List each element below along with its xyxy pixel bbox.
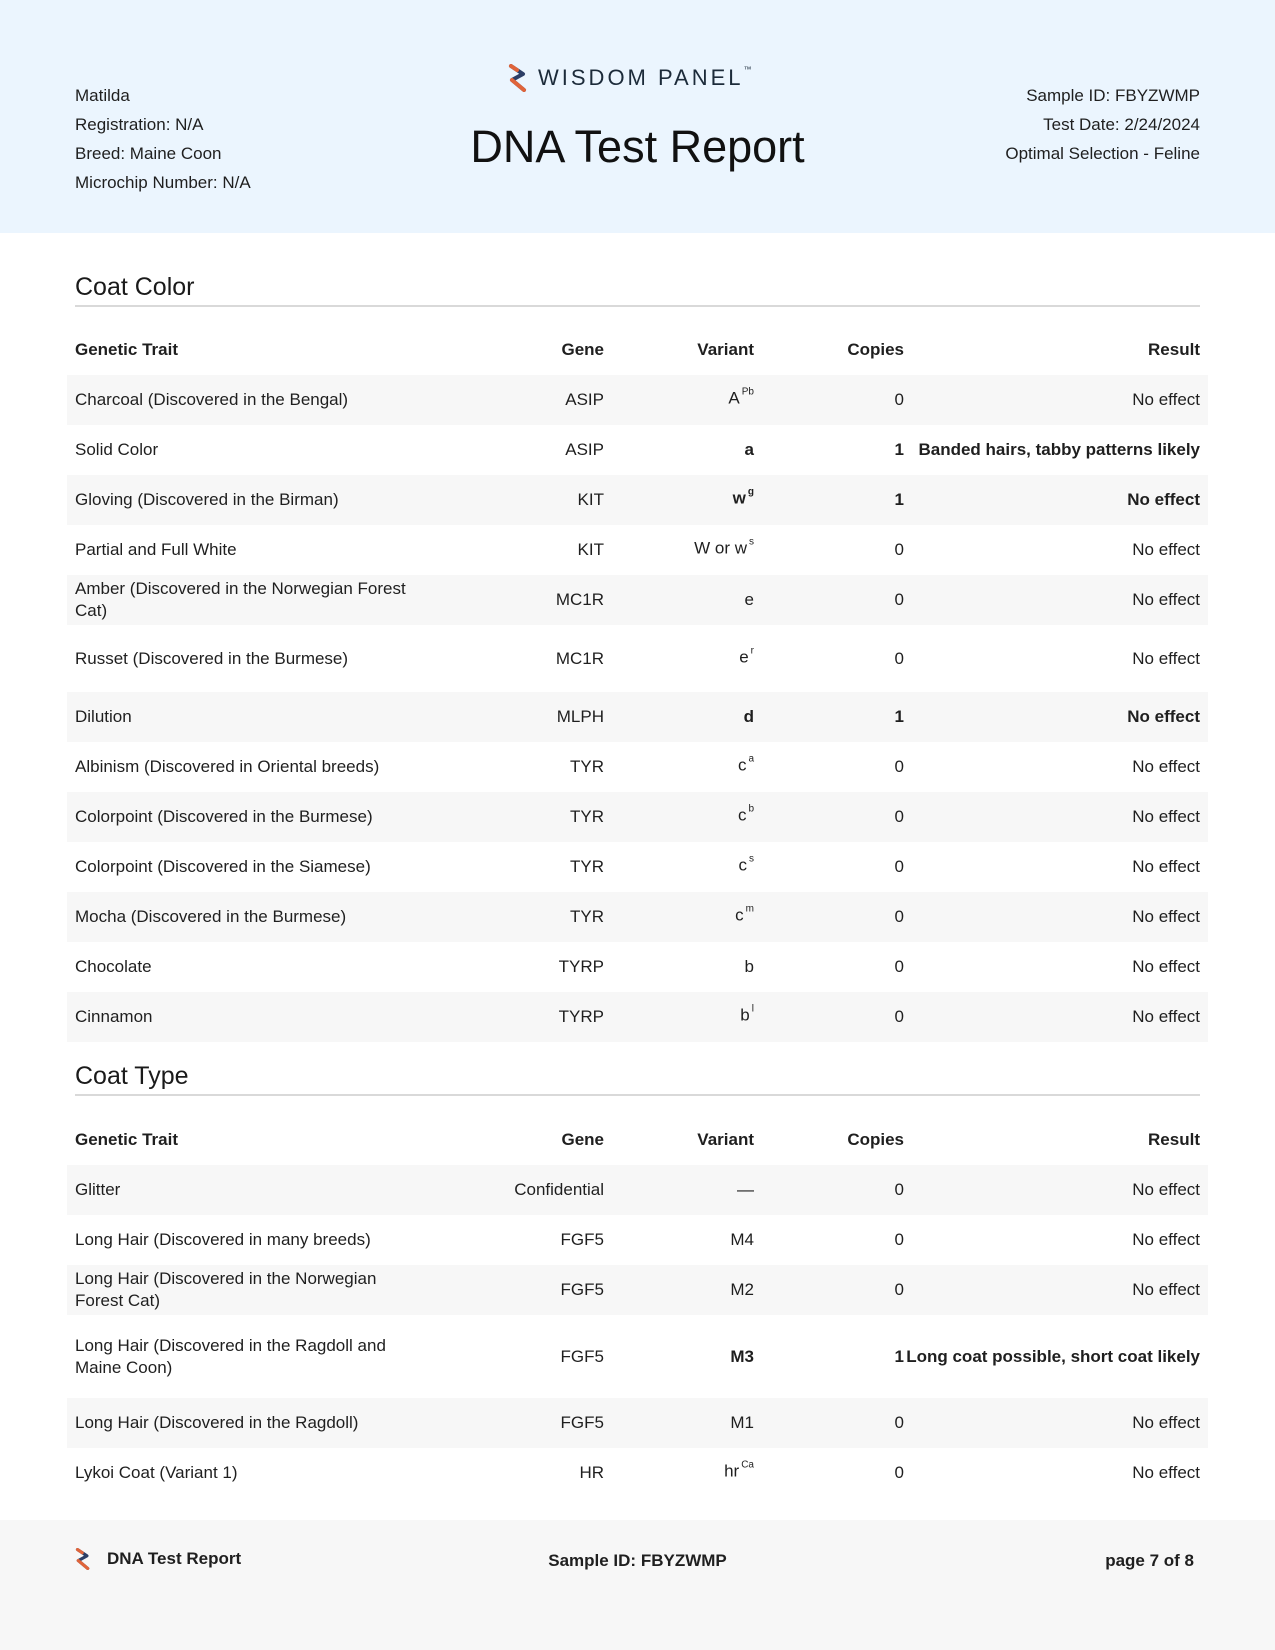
table-row <box>67 692 1208 742</box>
copies-count: 0 <box>894 1463 904 1482</box>
gene-name: TYRP <box>558 1007 604 1026</box>
variant-symbol: b <box>740 1005 750 1025</box>
trait-name: Long Hair (Discovered in the Ragdoll) <box>75 1413 359 1432</box>
variant-symbol: d <box>743 707 754 726</box>
breed: Breed: Maine Coon <box>75 144 222 163</box>
gene-name: KIT <box>577 540 604 559</box>
column-header-gene: Gene <box>561 1130 604 1149</box>
trait-name: Long Hair (Discovered in the Ragdoll and Maine Coon) <box>75 1335 386 1377</box>
result-text: No effect <box>1132 1413 1200 1432</box>
footer-title: DNA Test Report <box>107 1549 242 1568</box>
footer-sample-id: Sample ID: FBYZWMP <box>548 1551 727 1570</box>
section-title-coat-color: Coat Color <box>75 273 195 301</box>
column-header-copies: Copies <box>847 1130 904 1149</box>
variant-superscript: Ca <box>741 1459 754 1471</box>
trait-name: Long Hair (Discovered in many breeds) <box>75 1230 371 1249</box>
section-title-coat-type: Coat Type <box>75 1062 189 1090</box>
variant-cell <box>733 488 754 513</box>
copies-count: 0 <box>894 540 904 559</box>
variant-symbol: c <box>737 805 747 825</box>
trait-name: Long Hair (Discovered in the Norwegian Forest Cat) <box>75 1269 377 1310</box>
variant-symbol: e <box>739 647 749 666</box>
table-row <box>67 742 1208 792</box>
trait-name: Chocolate <box>75 957 152 976</box>
variant-symbol: — <box>737 1180 754 1199</box>
table-row <box>67 375 1208 425</box>
result-text: No effect <box>1132 757 1200 776</box>
variant-cell <box>738 805 754 830</box>
copies-count: 0 <box>894 907 904 926</box>
copies-count: 1 <box>894 1346 904 1366</box>
variant-cell <box>730 1412 754 1434</box>
trait-name: Colorpoint (Discovered in the Burmese) <box>75 807 373 826</box>
variant-cell <box>740 1005 754 1030</box>
table-row <box>67 892 1208 942</box>
variant-cell <box>739 855 755 880</box>
gene-name: KIT <box>577 490 604 509</box>
microchip-number: Microchip Number: N/A <box>75 173 251 192</box>
copies-count: 1 <box>894 440 904 459</box>
variant-cell <box>737 1179 754 1201</box>
trait-name: Dilution <box>75 707 132 726</box>
variant-symbol: M3 <box>730 1346 754 1366</box>
variant-superscript: s <box>749 853 754 865</box>
column-header-variant: Variant <box>697 1130 754 1149</box>
gene-name: ASIP <box>565 440 604 459</box>
table-row <box>67 1215 1208 1265</box>
trait-name: Mocha (Discovered in the Burmese) <box>75 907 347 926</box>
variant-superscript: m <box>745 903 754 915</box>
result-text: No effect <box>1132 1280 1200 1299</box>
copies-count: 0 <box>894 1180 904 1199</box>
trait-name: Charcoal (Discovered in the Bengal) <box>75 390 349 409</box>
result-text: No effect <box>1132 957 1200 976</box>
gene-name: FGF5 <box>560 1346 604 1366</box>
gene-name: HR <box>579 1463 604 1482</box>
variant-cell <box>738 755 754 780</box>
page-title: DNA Test Report <box>470 121 805 172</box>
trait-name: Russet (Discovered in the Burmese) <box>75 648 349 668</box>
section-divider <box>75 1094 1200 1096</box>
table-row <box>67 992 1208 1042</box>
result-text: No effect <box>1132 648 1200 668</box>
variant-symbol: c <box>738 855 747 875</box>
result-text: No effect <box>1132 907 1200 926</box>
column-header-variant: Variant <box>697 340 754 359</box>
result-text: No effect <box>1132 807 1200 826</box>
result-text: No effect <box>1127 707 1200 726</box>
variant-cell <box>744 706 754 728</box>
variant-symbol: hr <box>724 1461 740 1481</box>
wisdom-panel-logo <box>508 64 752 92</box>
result-text: No effect <box>1132 590 1200 609</box>
variant-symbol: M2 <box>730 1280 754 1299</box>
variant-symbol: A <box>728 388 740 408</box>
variant-symbol: w <box>732 488 746 508</box>
result-text: No effect <box>1132 857 1200 876</box>
sample-id: Sample ID: FBYZWMP <box>1026 86 1200 105</box>
copies-count: 0 <box>894 390 904 409</box>
copies-count: 0 <box>894 1007 904 1026</box>
gene-name: TYRP <box>558 957 604 976</box>
table-row <box>67 1315 1208 1398</box>
trait-name: Gloving (Discovered in the Birman) <box>75 490 339 509</box>
result-text: Long coat possible, short coat likely <box>906 1346 1200 1366</box>
page-number: page 7 of 8 <box>1105 1551 1194 1570</box>
gene-name: Confidential <box>514 1180 604 1199</box>
gene-name: FGF5 <box>560 1230 604 1249</box>
gene-name: MC1R <box>555 648 604 668</box>
result-text: No effect <box>1132 540 1200 559</box>
variant-symbol: c <box>735 905 744 925</box>
variant-cell <box>735 905 754 930</box>
table-row <box>67 1165 1208 1215</box>
column-header-gene: Gene <box>561 340 604 359</box>
result-text: No effect <box>1132 1463 1200 1482</box>
page-footer <box>0 1520 1275 1650</box>
gene-name: ASIP <box>565 390 604 409</box>
column-header-copies: Copies <box>847 340 904 359</box>
copies-count: 0 <box>894 1230 904 1249</box>
copies-count: 0 <box>894 807 904 826</box>
table-row <box>67 575 1208 625</box>
table-row <box>67 625 1208 692</box>
column-header-result: Result <box>1148 340 1200 359</box>
copies-count: 1 <box>894 707 904 726</box>
gene-name: MLPH <box>556 707 604 726</box>
variant-cell <box>739 646 754 671</box>
column-header-trait: Genetic Trait <box>75 340 178 359</box>
table-header-row <box>67 325 1208 375</box>
variant-symbol: c <box>737 755 747 775</box>
gene-name: MC1R <box>555 590 604 609</box>
table-row <box>67 792 1208 842</box>
table-header-row <box>67 1115 1208 1165</box>
gene-name: TYR <box>570 757 604 776</box>
result-text: Banded hairs, tabby patterns likely <box>918 440 1200 459</box>
product-name: Optimal Selection - Feline <box>1005 144 1200 163</box>
variant-cell <box>745 589 754 611</box>
variant-superscript: b <box>748 803 754 815</box>
test-info <box>1005 81 1200 168</box>
table-row <box>67 942 1208 992</box>
variant-symbol: b <box>744 957 754 976</box>
copies-count: 1 <box>894 490 904 509</box>
gene-name: TYR <box>570 907 604 926</box>
copies-count: 0 <box>894 1280 904 1299</box>
trait-name: Glitter <box>75 1180 121 1199</box>
variant-superscript: l <box>751 1003 754 1015</box>
copies-count: 0 <box>894 857 904 876</box>
table-row <box>67 475 1208 525</box>
variant-symbol: W or w <box>694 538 747 558</box>
variant-superscript: a <box>748 753 754 765</box>
trait-name: Partial and Full White <box>75 540 237 559</box>
dna-helix-icon <box>508 64 528 92</box>
variant-superscript: r <box>750 645 754 656</box>
gene-name: TYR <box>570 807 604 826</box>
copies-count: 0 <box>894 957 904 976</box>
table-row <box>67 1398 1208 1448</box>
brand-name: WISDOM PANEL <box>538 65 744 90</box>
variant-superscript: g <box>747 486 754 498</box>
copies-count: 0 <box>894 648 904 668</box>
gene-name: TYR <box>570 857 604 876</box>
trait-name: Colorpoint (Discovered in the Siamese) <box>75 857 371 876</box>
result-text: No effect <box>1132 1180 1200 1199</box>
gene-name: FGF5 <box>560 1280 604 1299</box>
variant-cell <box>694 538 754 563</box>
variant-cell <box>724 1461 754 1486</box>
result-text: No effect <box>1132 1007 1200 1026</box>
copies-count: 0 <box>894 590 904 609</box>
trait-name: Cinnamon <box>75 1007 153 1026</box>
variant-superscript: s <box>749 536 754 548</box>
table-row <box>67 525 1208 575</box>
variant-cell <box>730 1229 754 1251</box>
copies-count: 0 <box>894 757 904 776</box>
trait-name: Amber (Discovered in the Norwegian Forest Cat) <box>75 579 406 620</box>
table-row <box>67 842 1208 892</box>
registration: Registration: N/A <box>75 115 204 134</box>
variant-cell <box>745 956 754 978</box>
variant-cell <box>730 1346 754 1368</box>
copies-count: 0 <box>894 1413 904 1432</box>
gene-name: FGF5 <box>560 1413 604 1432</box>
test-date: Test Date: 2/24/2024 <box>1043 115 1200 134</box>
table-row <box>67 1448 1208 1498</box>
variant-symbol: a <box>744 440 754 459</box>
trait-name: Albinism (Discovered in Oriental breeds) <box>75 757 380 776</box>
trait-name: Solid Color <box>75 440 159 459</box>
result-text: No effect <box>1132 390 1200 409</box>
result-text: No effect <box>1127 490 1200 509</box>
table-row <box>67 425 1208 475</box>
variant-symbol: M4 <box>730 1230 754 1249</box>
column-header-trait: Genetic Trait <box>75 1130 178 1149</box>
pet-name: Matilda <box>75 86 130 105</box>
variant-symbol: M1 <box>730 1413 754 1432</box>
variant-symbol: e <box>744 590 754 609</box>
variant-cell <box>730 1279 754 1301</box>
variant-cell <box>728 388 754 413</box>
table-row <box>67 1265 1208 1315</box>
variant-superscript: Pb <box>741 386 754 398</box>
column-header-result: Result <box>1148 1130 1200 1149</box>
section-divider <box>75 305 1200 307</box>
variant-cell <box>745 439 754 461</box>
trait-name: Lykoi Coat (Variant 1) <box>75 1463 238 1482</box>
report-header <box>0 0 1275 233</box>
trademark: ™ <box>743 65 752 74</box>
result-text: No effect <box>1132 1230 1200 1249</box>
